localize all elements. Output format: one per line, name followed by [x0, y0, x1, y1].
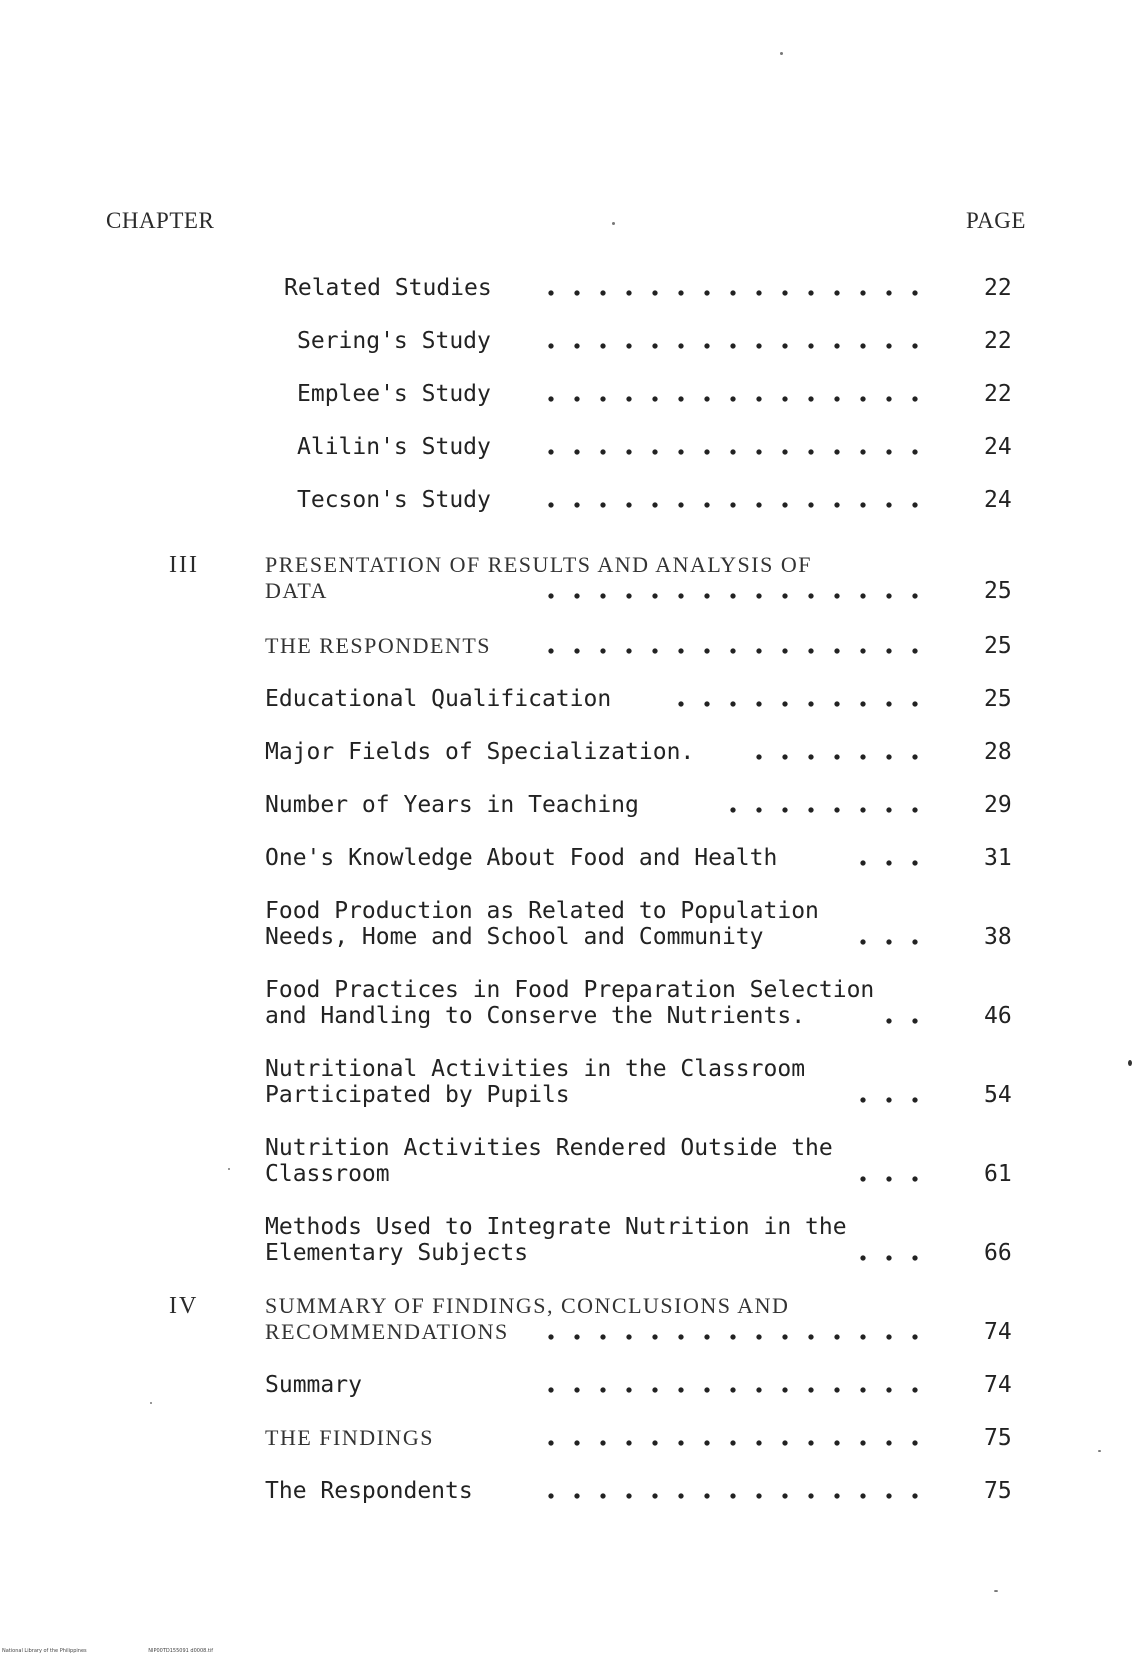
- toc-entry-title: Summary: [265, 1372, 362, 1398]
- toc-entry-title: Alilin's Study: [297, 434, 491, 460]
- toc-page-number: 75: [984, 1425, 1012, 1451]
- scan-speck: [150, 1402, 152, 1404]
- toc-page-number: 25: [984, 578, 1012, 604]
- toc-page-number: 66: [984, 1240, 1012, 1266]
- chapter-number: III: [169, 552, 199, 578]
- toc-page-number: 74: [984, 1372, 1012, 1398]
- toc-page-number: 74: [984, 1319, 1012, 1345]
- toc-page-number: 22: [984, 275, 1012, 301]
- toc-page-number: 22: [984, 381, 1012, 407]
- dot-leader: [538, 502, 928, 508]
- toc-entry-title: Tecson's Study: [297, 487, 491, 513]
- toc-page-number: 28: [984, 739, 1012, 765]
- dot-leader: [876, 1018, 928, 1024]
- dot-leader: [668, 701, 928, 707]
- toc-entry-title: Related Studies: [284, 275, 492, 301]
- toc-entry-title: SUMMARY OF FINDINGS, CONCLUSIONS AND RECOMMENDATIONS: [265, 1293, 790, 1344]
- toc-entry-title: Food Practices in Food Preparation Selection and Handling to Conserve the Nutrients.: [265, 977, 875, 1029]
- dot-leader: [746, 754, 928, 760]
- dot-leader: [538, 593, 928, 599]
- dot-leader: [538, 648, 928, 654]
- toc-entry-title: Methods Used to Integrate Nutrition in the Elementary Subjects: [265, 1214, 847, 1266]
- scan-footer: [2, 1648, 273, 1654]
- chapter-number: IV: [169, 1293, 199, 1319]
- dot-leader: [850, 1097, 928, 1103]
- toc-entry-title: Number of Years in Teaching: [265, 792, 639, 818]
- dot-leader: [538, 290, 928, 296]
- dot-leader: [538, 449, 928, 455]
- toc-page-number: 25: [984, 686, 1012, 712]
- toc-entry-title: One's Knowledge About Food and Health: [265, 845, 778, 871]
- library-credit: National Library of the Philippines: [2, 1648, 87, 1654]
- scan-speck: [612, 222, 615, 225]
- toc-entry-title: The Respondents: [265, 1478, 473, 1504]
- scan-speck: [1098, 1450, 1101, 1452]
- dot-leader: [850, 860, 928, 866]
- toc-entry-title: Emplee's Study: [297, 381, 491, 407]
- dot-leader: [720, 807, 928, 813]
- toc-page-number: 61: [984, 1161, 1012, 1187]
- toc-entry-title: Educational Qualification: [265, 686, 612, 712]
- toc-page-number: 24: [984, 434, 1012, 460]
- page-column-header: PAGE: [966, 208, 1026, 233]
- toc-page-number: 25: [984, 633, 1012, 659]
- toc-entry-title: Nutrition Activities Rendered Outside the Classroom: [265, 1135, 833, 1187]
- toc-page-number: 38: [984, 924, 1012, 950]
- toc-page-number: 29: [984, 792, 1012, 818]
- toc-page-number: 31: [984, 845, 1012, 871]
- dot-leader: [538, 1493, 928, 1499]
- toc-entry-title: Sering's Study: [297, 328, 491, 354]
- toc-page-number: 46: [984, 1003, 1012, 1029]
- scan-speck: [228, 1168, 230, 1170]
- dot-leader: [538, 1387, 928, 1393]
- scan-speck: [780, 52, 783, 55]
- toc-entry-title: Nutritional Activities in the Classroom Participated by Pupils: [265, 1056, 806, 1108]
- file-identifier: NIP00TD155091 d0008.tif: [148, 1648, 214, 1654]
- dot-leader: [850, 939, 928, 945]
- toc-entry-title: THE RESPONDENTS: [265, 633, 492, 658]
- dot-leader: [538, 1334, 928, 1340]
- scan-speck: [994, 1590, 998, 1592]
- dot-leader: [850, 1255, 928, 1261]
- toc-page-number: 22: [984, 328, 1012, 354]
- toc-entry-title: Food Production as Related to Population Needs, Home and School and Community: [265, 898, 819, 950]
- toc-entry-title: Major Fields of Specialization.: [265, 739, 695, 765]
- toc-page-number: 54: [984, 1082, 1012, 1108]
- toc-page-number: 24: [984, 487, 1012, 513]
- dot-leader: [850, 1176, 928, 1182]
- toc-entry-title: PRESENTATION OF RESULTS AND ANALYSIS OF DATA: [265, 552, 812, 603]
- chapter-column-header: CHAPTER: [106, 208, 215, 233]
- toc-entry-title: THE FINDINGS: [265, 1425, 434, 1450]
- dot-leader: [538, 1440, 928, 1446]
- dot-leader: [538, 343, 928, 349]
- toc-page-number: 75: [984, 1478, 1012, 1504]
- scan-speck: [1128, 1060, 1132, 1066]
- dot-leader: [538, 396, 928, 402]
